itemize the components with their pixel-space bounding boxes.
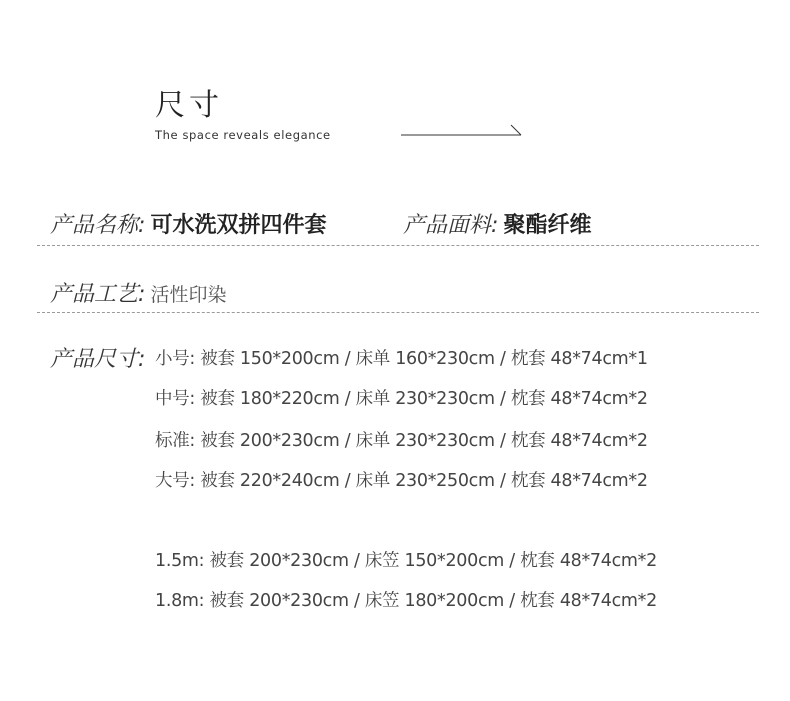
size-line: 1.8m: 被套 200*230cm / 床笠 180*200cm / 枕套 48*74cm*2 xyxy=(155,591,657,611)
size-line: 1.5m: 被套 200*230cm / 床笠 150*200cm / 枕套 48*74cm*2 xyxy=(155,551,657,571)
divider xyxy=(37,312,759,313)
product-process-row xyxy=(50,277,227,308)
product-fabric-label: 产品面料: xyxy=(403,213,499,238)
product-name-label: 产品名称: xyxy=(50,213,146,238)
product-process-label: 产品工艺: xyxy=(50,282,146,307)
product-fabric xyxy=(403,208,592,239)
arrow-right-icon xyxy=(401,124,523,138)
product-size-row xyxy=(50,342,145,373)
divider xyxy=(37,245,759,246)
product-name-value: 可水洗双拼四件套 xyxy=(150,212,327,238)
size-line: 中号: 被套 180*220cm / 床单 230*230cm / 枕套 48*74cm*2 xyxy=(155,389,648,409)
product-name-row xyxy=(50,208,592,239)
section-title: 尺寸 xyxy=(155,88,223,123)
size-line: 标准: 被套 200*230cm / 床单 230*230cm / 枕套 48*74cm*2 xyxy=(155,431,648,451)
product-size-label: 产品尺寸: xyxy=(50,347,146,372)
product-fabric-value: 聚酯纤维 xyxy=(503,212,592,238)
size-line: 大号: 被套 220*240cm / 床单 230*250cm / 枕套 48*74cm*2 xyxy=(155,471,648,491)
product-process-value: 活性印染 xyxy=(150,284,227,306)
section-subtitle: The space reveals elegance xyxy=(155,128,331,142)
size-line: 小号: 被套 150*200cm / 床单 160*230cm / 枕套 48*74cm*1 xyxy=(155,349,648,369)
